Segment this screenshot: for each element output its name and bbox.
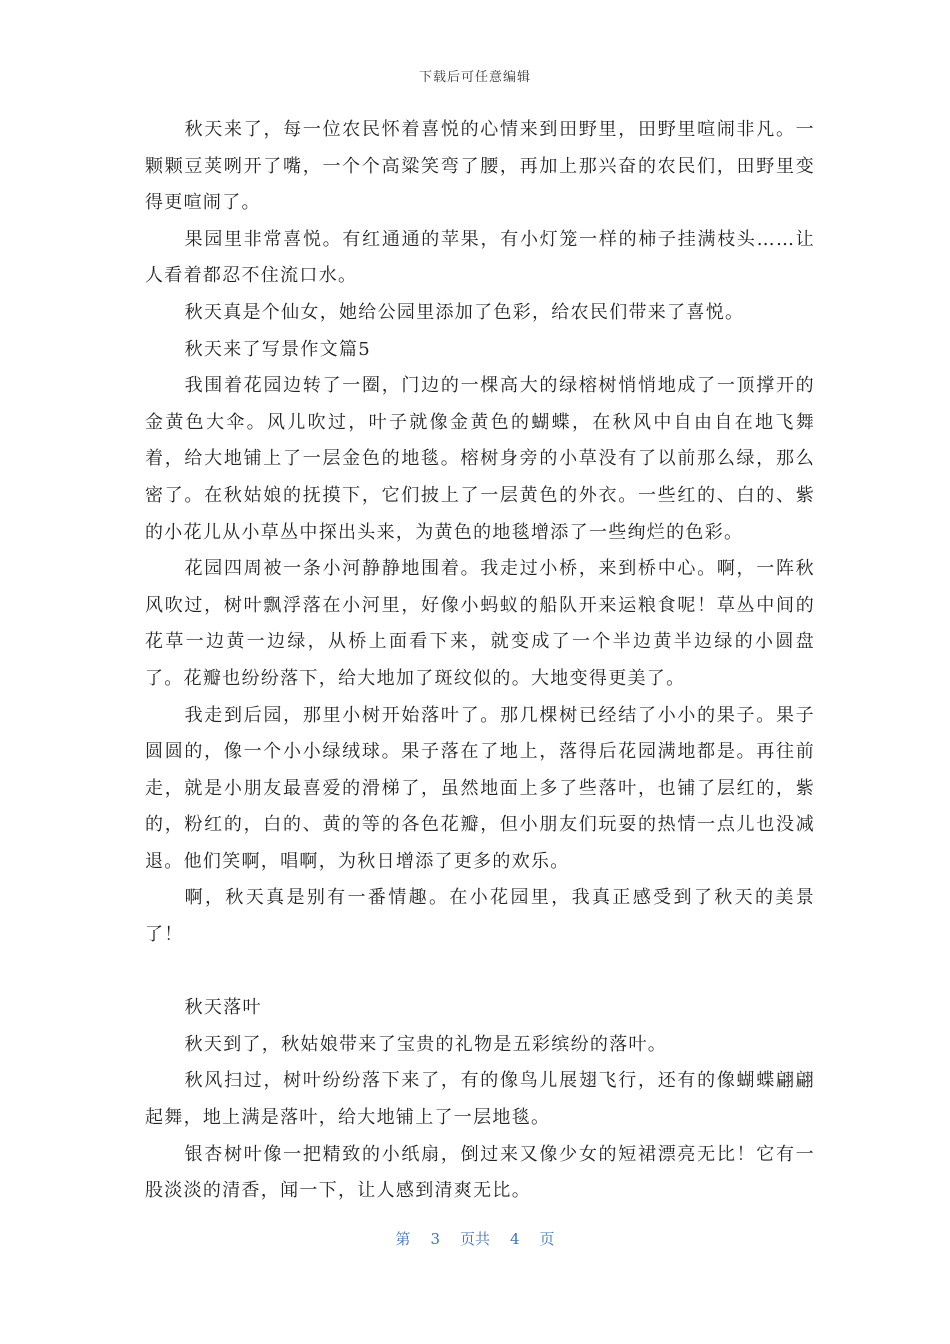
paragraph: 银杏树叶像一把精致的小纸扇，倒过来又像少女的短裙漂亮无比！它有一股淡淡的清香，闻一下，让人感到清爽无比。 (145, 1143, 815, 1202)
paragraph: 秋天到了，秋姑娘带来了宝贵的礼物是五彩缤纷的落叶。 (184, 1033, 668, 1055)
footer-suffix: 页 (539, 1230, 555, 1248)
paragraph: 我走到后园，那里小树开始落叶了。那几棵树已经结了小小的果子。果子圆圆的，像一个小小绿绒球。果子落在了地上，落得后花园满地都是。再往前走，就是小朋友最喜爱的滑梯了，虽然地面上多了些落叶，也铺了层红的，紫的，粉红的，白的、黄的等的各色花瓣，但小朋友们玩耍的热情一点儿也没减退。他们笑啊，唱啊，为秋日增添了更多的欢乐。 (145, 704, 815, 872)
footer-current-page: 3 (430, 1230, 440, 1248)
paragraph: 秋天真是个仙女，她给公园里添加了色彩，给农民们带来了喜悦。 (184, 301, 745, 323)
paragraph: 秋天来了，每一位农民怀着喜悦的心情来到田野里，田野里喧闹非凡。一颗颗豆荚咧开了嘴，一个个高粱笑弯了腰，再加上那兴奋的农民们，田野里变得更喧闹了。 (145, 119, 815, 214)
paragraph: 啊，秋天真是别有一番情趣。在小花园里，我真正感受到了秋天的美景了！ (145, 887, 815, 946)
section-heading: 秋天来了写景作文篇5 (184, 338, 372, 360)
footer-prefix: 第 (395, 1230, 411, 1248)
paragraph: 果园里非常喜悦。有红通通的苹果，有小灯笼一样的柿子挂满枝头……让人看着都忍不住流口水。 (145, 228, 815, 287)
footer-middle: 页共 (459, 1230, 490, 1248)
document-body (145, 112, 815, 1210)
paragraph: 我围着花园边转了一圈，门边的一棵高大的绿榕树悄悄地成了一顶撑开的金黄色大伞。风儿吹过，叶子就像金黄色的蝴蝶，在秋风中自由自在地飞舞着，给大地铺上了一层金色的地毯。榕树身旁的小草没有了以前那么绿，那么密了。在秋姑娘的抚摸下，它们披上了一层黄色的外衣。一些红的、白的、紫的小花儿从小草丛中探出头来，为黄色的地毯增添了一些绚烂的色彩。 (145, 375, 815, 543)
footer-total-pages: 4 (510, 1230, 520, 1248)
blank-line (145, 954, 815, 991)
page-header: 下载后可任意编辑 (418, 70, 531, 85)
page-footer (0, 1228, 950, 1249)
paragraph: 花园四周被一条小河静静地围着。我走过小桥，来到桥中心。啊，一阵秋风吹过，树叶飘浮落在小河里，好像小蚂蚁的船队开来运粮食呢！草丛中间的花草一边黄一边绿，从桥上面看下来，就变成了一个半边黄半边绿的小圆盘了。花瓣也纷纷落下，给大地加了斑纹似的。大地变得更美了。 (145, 558, 815, 689)
section-heading: 秋天落叶 (184, 997, 262, 1019)
paragraph: 秋风扫过，树叶纷纷落下来了，有的像鸟儿展翅飞行，还有的像蝴蝶翩翩起舞，地上满是落叶，给大地铺上了一层地毯。 (145, 1070, 815, 1129)
